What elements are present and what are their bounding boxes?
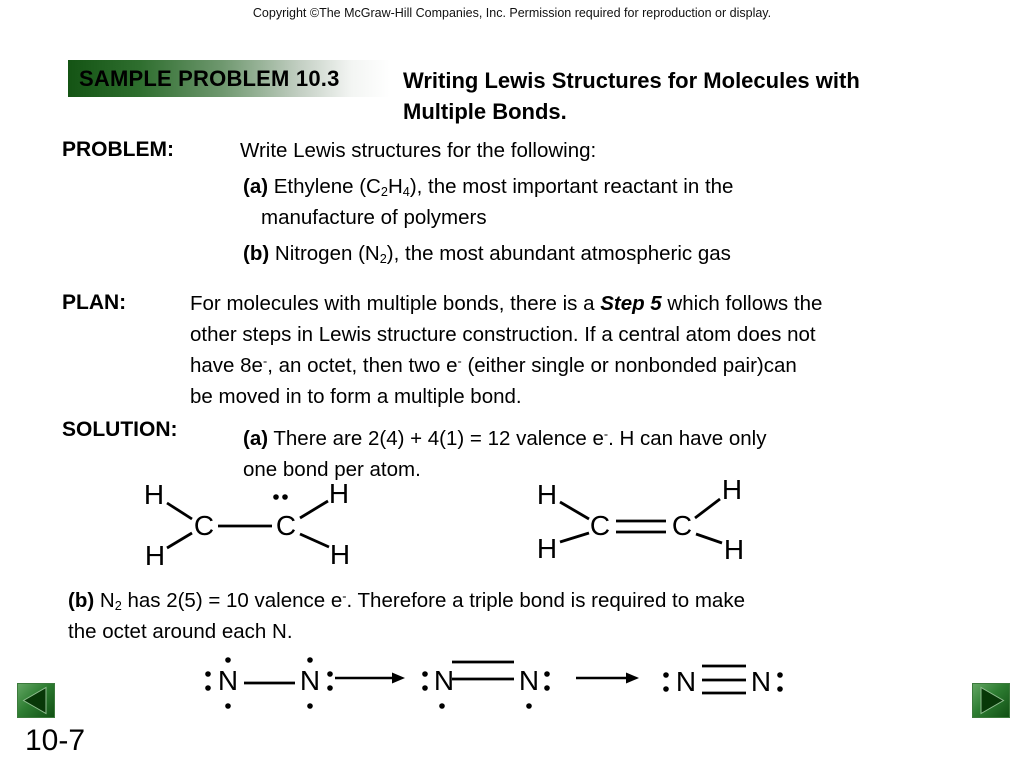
problem-intro: Write Lewis structures for the following:	[240, 139, 597, 162]
atom-label: H	[329, 539, 351, 570]
atom-label: N	[299, 665, 321, 696]
problem-label: PROBLEM:	[62, 138, 174, 161]
atom-label: H	[723, 534, 745, 565]
forward-triangle-icon	[972, 683, 1010, 718]
lewis-structure-nitrogen-sequence	[195, 648, 810, 715]
atom-label: N	[217, 665, 239, 696]
slide-title-line2: Multiple Bonds.	[403, 99, 567, 124]
atom-label: H	[143, 479, 165, 510]
text-segment: (a)	[243, 175, 269, 198]
plan-line-2	[190, 323, 816, 347]
page-number: 10-7	[25, 724, 86, 757]
sample-problem-badge	[68, 60, 390, 97]
text-segment: -	[262, 353, 268, 369]
text-segment: Step 5	[600, 292, 662, 315]
text-segment: which follows the	[661, 292, 823, 315]
next-slide-button[interactable]	[972, 683, 1010, 718]
text-segment: For molecules with multiple bonds, there is a	[190, 292, 601, 315]
atom-label: H	[536, 533, 558, 564]
text-segment: , an octet, then two e	[267, 354, 458, 377]
text-segment: Ethylene (C	[268, 175, 381, 198]
text-segment: has 2(5) = 10 valence e	[121, 589, 343, 612]
text-segment: ), the most abundant atmospheric gas	[386, 242, 731, 265]
plan-line-4	[190, 385, 522, 409]
text-segment: N	[94, 589, 115, 612]
text-segment: 2	[380, 183, 388, 199]
atom-label: C	[589, 510, 611, 541]
atom-label: N	[518, 665, 540, 696]
text-segment: . Therefore a triple bond is required to make	[346, 589, 745, 612]
text-segment: 4	[402, 183, 410, 199]
lewis-structure-ethylene-single-bond	[132, 474, 362, 574]
text-segment: H	[387, 175, 403, 198]
text-segment: -	[342, 588, 347, 604]
problem-item-a-line2: manufacture of polymers	[261, 206, 487, 229]
text-segment: (b)	[68, 589, 95, 612]
text-segment: (either single or nonbonded pair)can	[461, 354, 797, 377]
solution-b-line2: the octet around each N.	[68, 620, 293, 643]
text-segment: be moved in to form a multiple bond.	[190, 385, 522, 408]
lewis-structure-ethylene-double-bond	[528, 474, 758, 574]
atom-label: H	[328, 478, 350, 509]
copyright-notice: Copyright ©The McGraw-Hill Companies, Inc. Permission required for reproduction or display.	[252, 6, 772, 20]
atom-label: C	[671, 510, 693, 541]
text-segment: There are 2(4) + 4(1) = 12 valence e	[268, 427, 604, 450]
solution-label: SOLUTION:	[62, 418, 178, 441]
atom-label: H	[536, 479, 558, 510]
atom-label: C	[275, 510, 297, 541]
solution-a-line2: one bond per atom.	[243, 458, 421, 481]
text-segment: have 8e	[190, 354, 263, 377]
text-segment: (b)	[243, 242, 270, 265]
atom-label: C	[193, 510, 215, 541]
atom-label: N	[675, 666, 697, 697]
plan-label: PLAN:	[62, 291, 127, 314]
slide-title-line1: Writing Lewis Structures for Molecules with	[403, 68, 860, 93]
plan-line-3	[190, 354, 797, 378]
problem-item-a-line1	[243, 175, 733, 199]
atom-label: H	[721, 474, 743, 505]
text-segment: (a)	[243, 427, 269, 450]
previous-slide-button[interactable]	[17, 683, 55, 718]
problem-item-b-line1	[243, 242, 731, 266]
back-triangle-icon	[17, 683, 55, 718]
text-segment: -	[457, 353, 462, 369]
text-segment: 2	[379, 250, 387, 266]
solution-a-line1	[243, 427, 767, 451]
bond-lines	[132, 474, 362, 574]
text-segment: . H can have only	[608, 427, 767, 450]
solution-b-line1	[68, 589, 745, 613]
bond-lines	[195, 648, 810, 715]
text-segment: -	[603, 426, 609, 442]
text-segment: other steps in Lewis structure construction. If a central atom does not	[190, 323, 816, 346]
atom-label: N	[433, 665, 455, 696]
sample-problem-badge-label: SAMPLE PROBLEM 10.3	[79, 65, 340, 91]
atom-label: N	[750, 666, 772, 697]
text-segment: Nitrogen (N	[269, 242, 380, 265]
text-segment: ), the most important reactant in the	[409, 175, 734, 198]
plan-line-1	[190, 292, 822, 316]
text-segment: 2	[114, 597, 122, 613]
atom-label: H	[144, 540, 166, 571]
